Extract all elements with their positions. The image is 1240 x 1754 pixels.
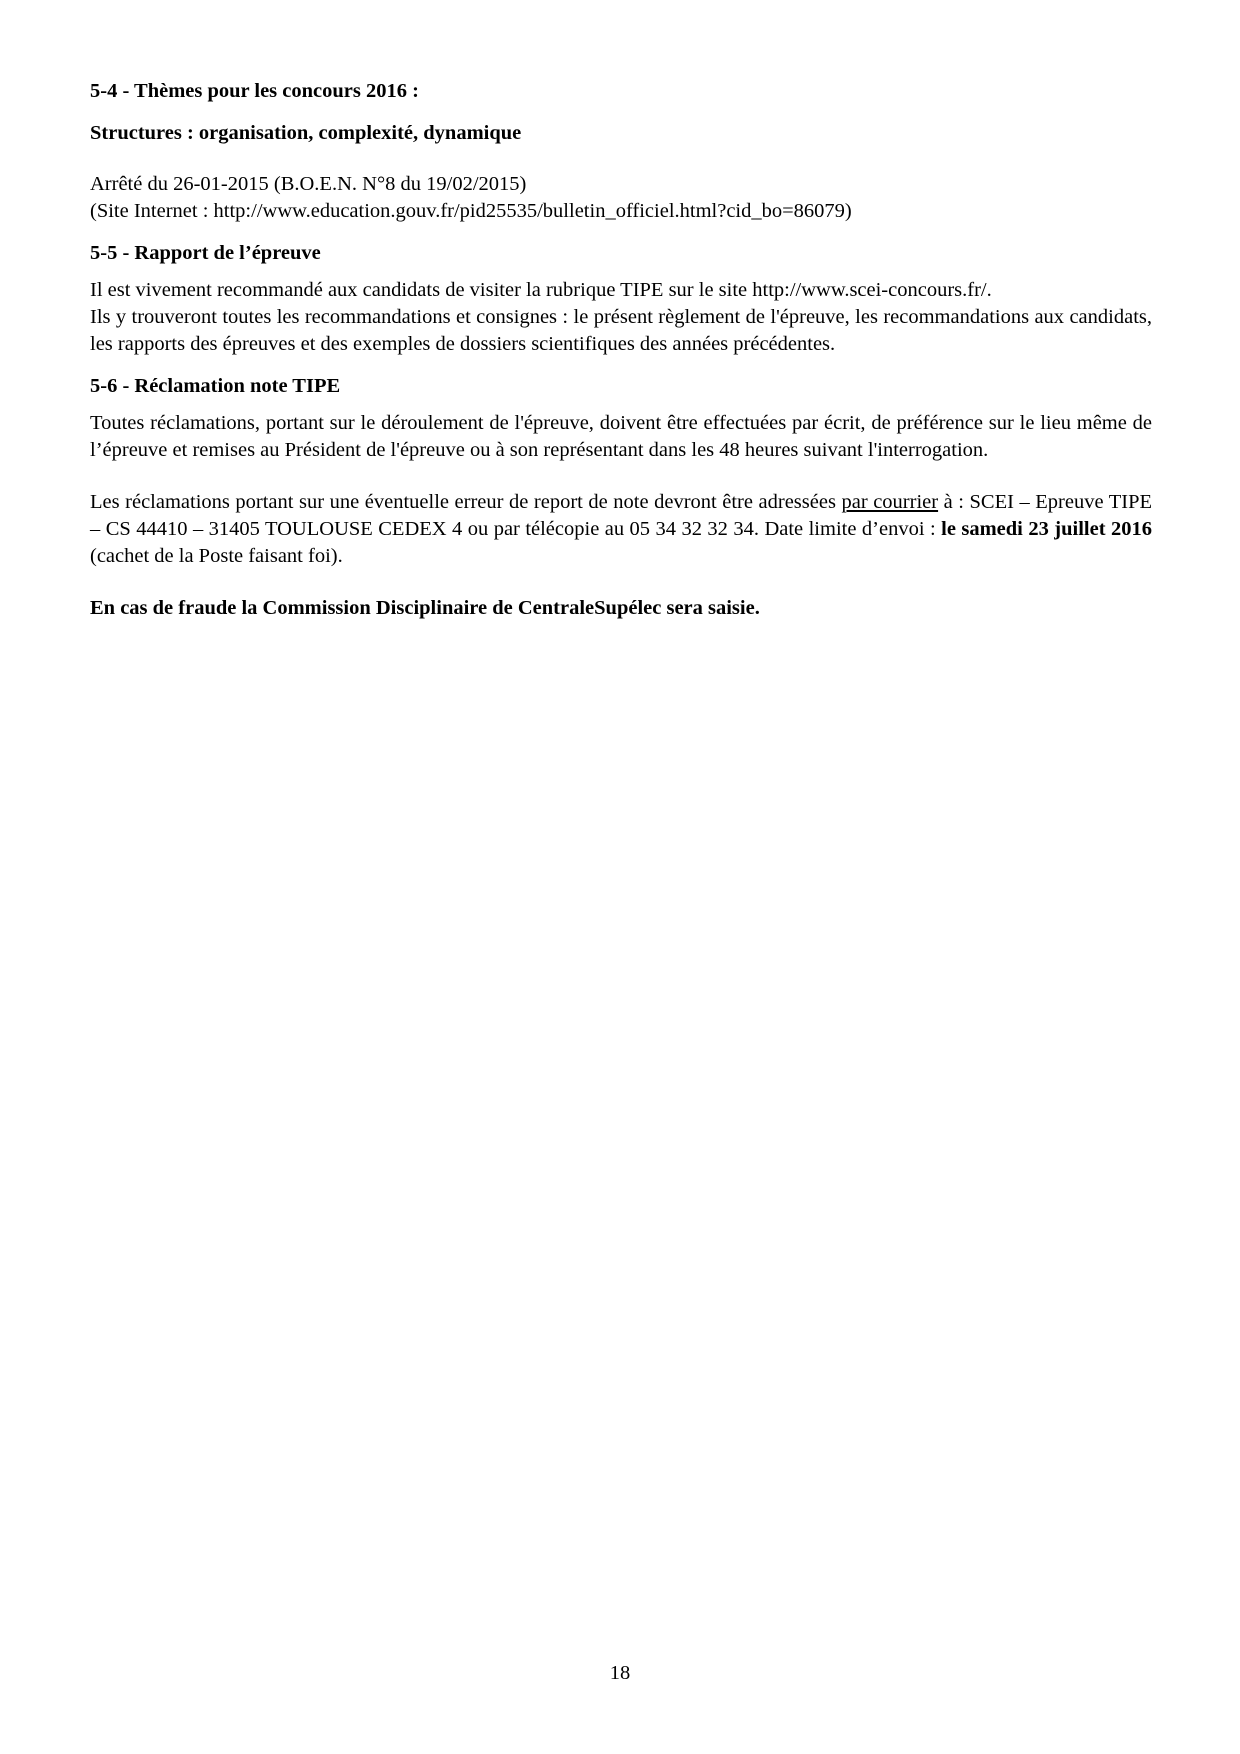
section-5-5-line2: Ils y trouveront toutes les recommandations et consignes : le présent règlement de l'épreuve, les recommandations aux candidats, les rapports des épreuves et des exemples de dossiers scientifiques des années précédentes. bbox=[90, 306, 1152, 355]
para2-text-middle: à : SCEI – Epreuve TIPE – CS 44410 – 31405 TOULOUSE CEDEX 4 ou par télécopie au 05 34 32 32 34. Date limite d’envoi : bbox=[90, 491, 1152, 540]
section-5-5-line1: Il est vivement recommandé aux candidats de visiter la rubrique TIPE sur le site http://www.scei-concours.fr/. bbox=[90, 279, 992, 301]
section-5-6-paragraph2 bbox=[90, 489, 1152, 570]
par-courrier-text: par courrier bbox=[841, 491, 939, 513]
page-number: 18 bbox=[609, 1662, 631, 1684]
fraud-notice: En cas de fraude la Commission Disciplinaire de CentraleSupélec sera saisie. bbox=[90, 597, 760, 619]
deadline-date: le samedi 23 juillet 2016 bbox=[941, 518, 1152, 540]
decree-reference: Arrêté du 26-01-2015 (B.O.E.N. N°8 du 19/02/2015) bbox=[90, 173, 527, 195]
theme-title: Structures : organisation, complexité, dynamique bbox=[90, 122, 522, 144]
section-5-5-title: 5-5 - Rapport de l’épreuve bbox=[90, 242, 321, 264]
para2-text-after: (cachet de la Poste faisant foi). bbox=[90, 545, 343, 567]
section-5-4-title: 5-4 - Thèmes pour les concours 2016 : bbox=[90, 80, 419, 102]
section-5-6-paragraph1: Toutes réclamations, portant sur le déroulement de l'épreuve, doivent être effectuées par écrit, de préférence sur le lieu même de l’épreuve et remises au Président de l'épreuve ou à son représentant dans les 48 heures suivant l'interrogation. bbox=[90, 412, 1152, 461]
para2-text-before: Les réclamations portant sur une éventuelle erreur de report de note devront être adressées bbox=[90, 491, 842, 513]
website-reference: (Site Internet : http://www.education.gouv.fr/pid25535/bulletin_officiel.html?cid_bo=86079) bbox=[90, 200, 852, 222]
page-content bbox=[90, 78, 1152, 621]
section-5-6-title: 5-6 - Réclamation note TIPE bbox=[90, 375, 341, 397]
